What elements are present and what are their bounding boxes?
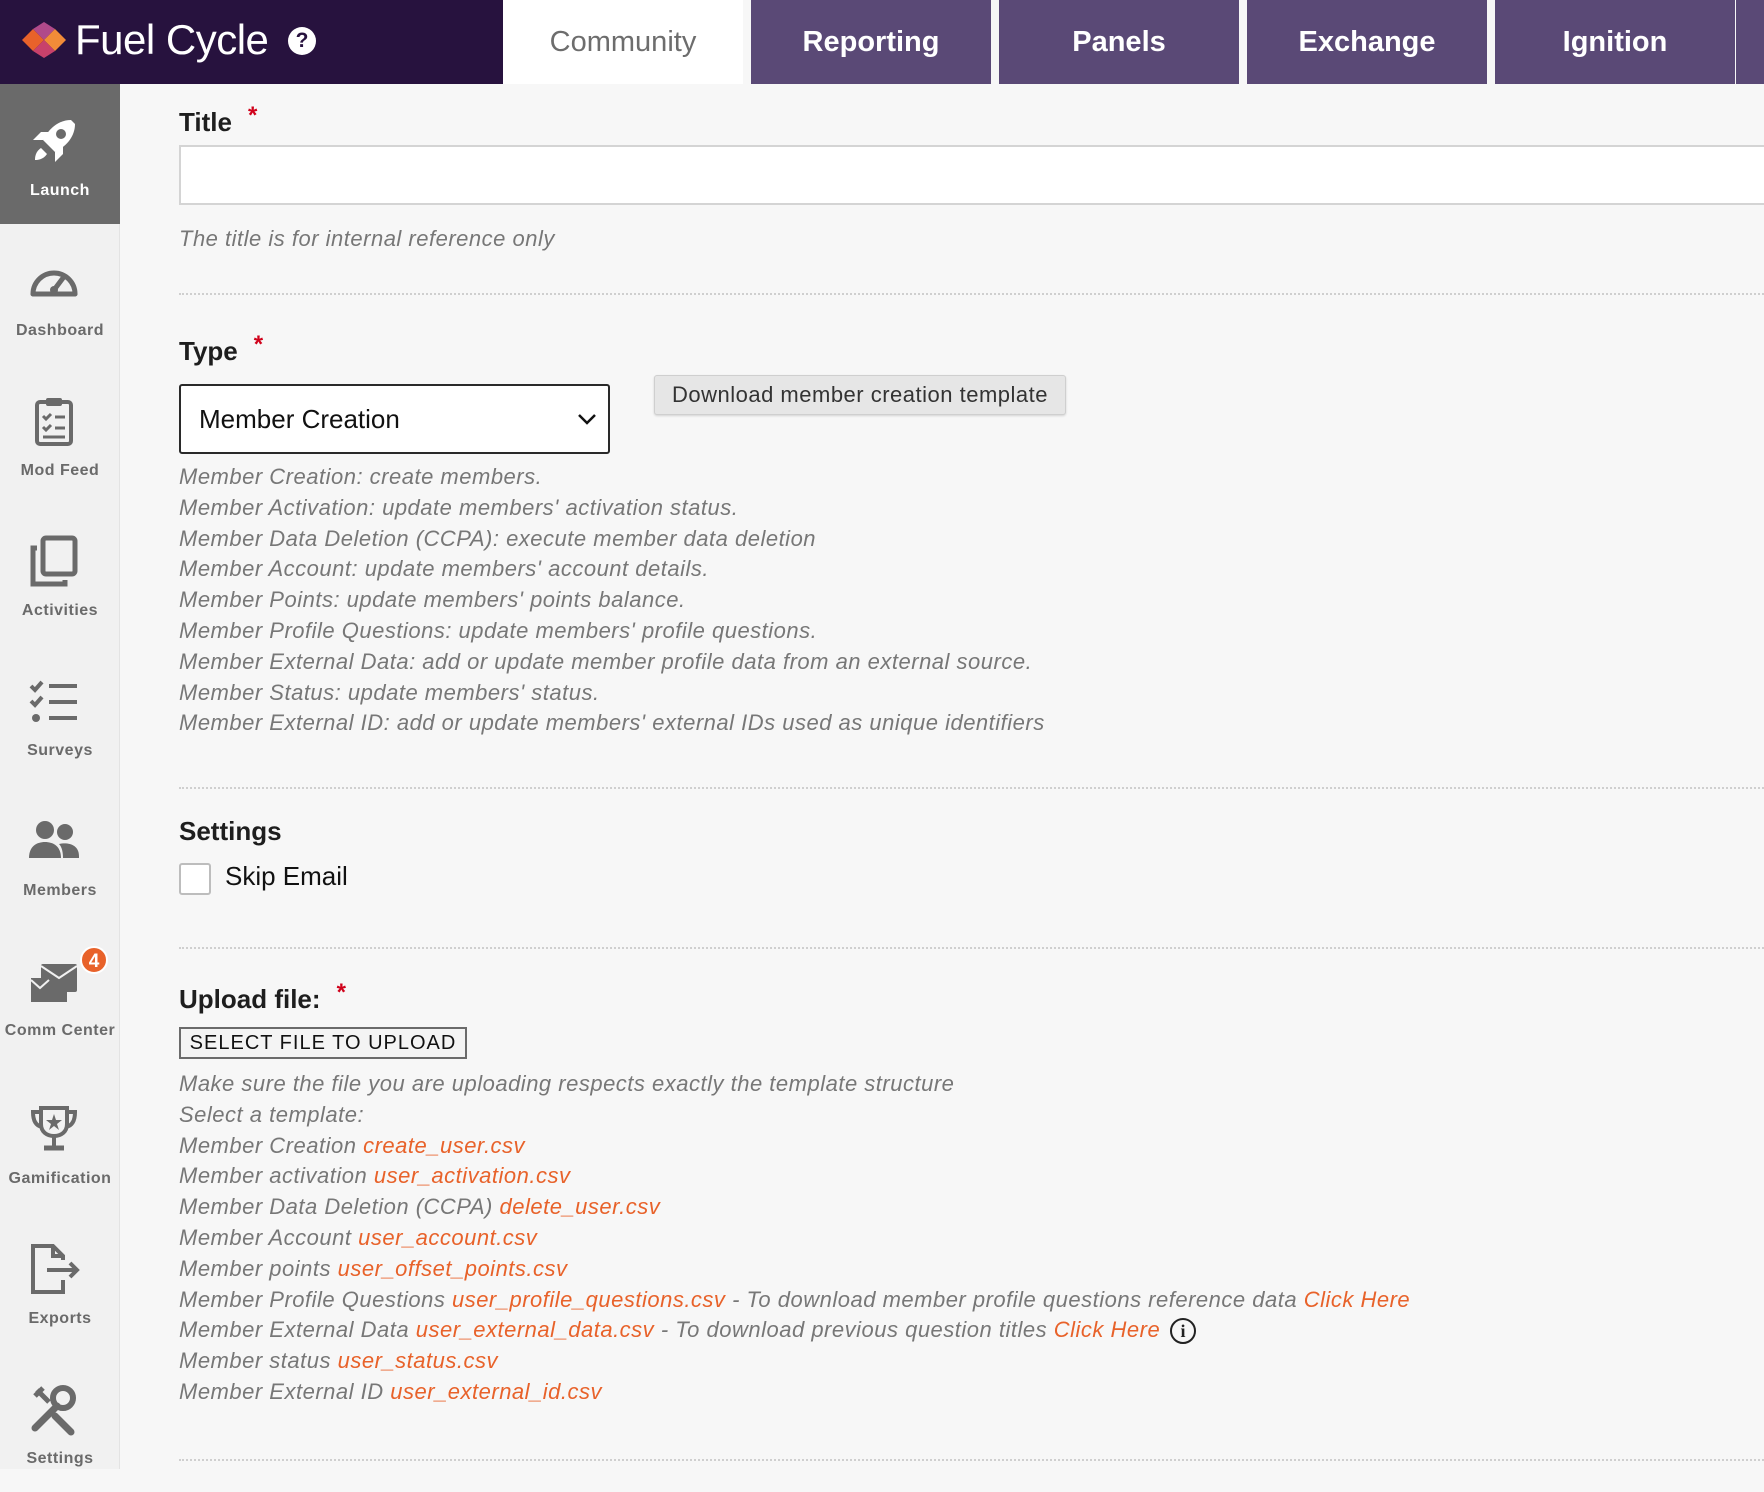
type-description: Member Profile Questions: update members' profile questions. <box>179 617 818 643</box>
sidebar-item-mod-feed[interactable] <box>0 364 120 504</box>
click-here-link[interactable]: Click Here <box>1303 1286 1411 1312</box>
tab-panels[interactable]: Panels <box>999 0 1239 84</box>
section-divider <box>179 1459 1764 1461</box>
template-row: Member External ID user_external_id.csv <box>179 1378 603 1404</box>
sidebar-item-comm-center[interactable] <box>0 924 120 1064</box>
settings-label: Settings <box>179 816 282 846</box>
type-description: Member Data Deletion (CCPA): execute member data deletion <box>179 525 817 551</box>
section-divider <box>179 787 1764 789</box>
sidebar-item-launch[interactable] <box>0 84 120 224</box>
template-link[interactable]: delete_user.csv <box>499 1194 661 1220</box>
title-input[interactable] <box>179 145 1764 205</box>
clipboard-icon <box>27 394 81 448</box>
top-navigation-bar <box>0 0 1764 84</box>
template-row: Member External Data user_external_data.csv - To download previous question titles Click Here i <box>179 1315 1410 1346</box>
template-link[interactable]: user_external_id.csv <box>390 1378 603 1404</box>
brand-area <box>0 0 503 84</box>
sidebar-item-settings[interactable] <box>0 1352 120 1492</box>
sidebar-label: Settings <box>26 1450 94 1467</box>
required-mark: * <box>336 979 346 1006</box>
mail-icon <box>27 954 81 1008</box>
rocket-icon <box>27 114 81 168</box>
template-link[interactable]: user_profile_questions.csv <box>451 1286 726 1312</box>
template-link[interactable]: user_offset_points.csv <box>337 1255 568 1281</box>
template-link[interactable]: create_user.csv <box>363 1132 526 1158</box>
type-description: Member External Data: add or update member profile data from an external source. <box>179 648 1033 674</box>
question-icon[interactable]: ? <box>288 27 316 55</box>
tools-icon <box>27 1382 81 1436</box>
tab-reporting[interactable]: Reporting <box>751 0 991 84</box>
skip-email-label[interactable]: Skip Email <box>225 861 348 891</box>
type-description: Member Activation: update members' activation status. <box>179 494 739 520</box>
required-mark: * <box>253 331 264 358</box>
tab-exchange[interactable]: Exchange <box>1247 0 1487 84</box>
sidebar-label: Members <box>23 882 97 899</box>
template-row: Member points user_offset_points.csv <box>179 1255 568 1281</box>
upload-hint: Make sure the file you are uploading respects exactly the template structure <box>179 1071 955 1096</box>
template-row: Member Profile Questions user_profile_questions.csv - To download member profile questions reference data Click Here <box>179 1286 1411 1312</box>
required-mark: * <box>247 102 258 129</box>
template-link[interactable]: user_activation.csv <box>373 1163 571 1189</box>
sidebar-label: Surveys <box>27 742 93 759</box>
type-description: Member Points: update members' points balance. <box>179 587 686 613</box>
section-divider <box>179 293 1764 295</box>
select-file-button[interactable]: SELECT FILE TO UPLOAD <box>179 1027 467 1059</box>
template-link[interactable]: user_status.csv <box>337 1348 498 1374</box>
sidebar-label: Activities <box>21 602 99 619</box>
export-icon <box>27 1242 81 1296</box>
import-form <box>149 84 1764 1469</box>
tab-community[interactable]: Community <box>503 0 743 84</box>
sidebar-label: Mod Feed <box>20 462 100 479</box>
template-row: Member Account user_account.csv <box>179 1224 538 1250</box>
type-select-value: Member Creation <box>199 404 400 434</box>
skip-email-checkbox[interactable] <box>179 863 211 895</box>
sidebar-item-gamification[interactable] <box>0 1072 120 1212</box>
trophy-icon <box>27 1102 81 1156</box>
sidebar-item-exports[interactable] <box>0 1212 120 1352</box>
template-list <box>179 1069 1410 1408</box>
sidebar <box>0 84 120 1469</box>
type-description: Member External ID: add or update members' external IDs used as unique identifiers <box>179 710 1045 736</box>
copy-icon <box>27 534 81 588</box>
fuel-cycle-logo-icon <box>22 22 66 58</box>
title-hint: The title is for internal reference only <box>179 226 555 251</box>
tab-ignition[interactable]: Ignition <box>1495 0 1735 84</box>
sidebar-label: Exports <box>28 1310 92 1327</box>
type-descriptions <box>179 462 1045 739</box>
sidebar-item-surveys[interactable] <box>0 644 120 784</box>
speedometer-icon <box>27 254 81 308</box>
sidebar-label: Launch <box>30 182 90 199</box>
template-row: Member status user_status.csv <box>179 1348 498 1374</box>
template-link[interactable]: user_external_data.csv <box>415 1317 655 1343</box>
sidebar-label: Dashboard <box>15 322 105 339</box>
chevron-down-icon <box>576 410 598 428</box>
checklist-icon <box>27 674 81 728</box>
type-description: Member Status: update members' status. <box>179 679 600 705</box>
upload-label: Upload file: * <box>179 979 346 1014</box>
title-label: Title * <box>179 102 258 137</box>
template-row: Member activation user_activation.csv <box>179 1163 571 1189</box>
section-divider <box>179 947 1764 949</box>
type-select[interactable] <box>179 384 610 454</box>
users-icon <box>27 814 81 868</box>
sidebar-item-dashboard[interactable] <box>0 224 120 364</box>
download-template-button[interactable]: Download member creation template <box>654 375 1066 415</box>
type-description: Member Creation: create members. <box>179 464 543 489</box>
template-link[interactable]: user_account.csv <box>358 1224 538 1250</box>
sidebar-label: Gamification <box>8 1170 112 1187</box>
sidebar-label: Comm Center <box>4 1022 116 1039</box>
sidebar-item-activities[interactable] <box>0 504 120 644</box>
tab-overflow[interactable] <box>1736 0 1764 84</box>
template-row: Member Data Deletion (CCPA) delete_user.csv <box>179 1194 661 1220</box>
template-row: Member Creation create_user.csv <box>179 1132 526 1158</box>
type-description: Member Account: update members' account details. <box>179 556 709 582</box>
brand-name[interactable]: Fuel Cycle <box>75 16 269 63</box>
select-template-label: Select a template: <box>179 1101 365 1127</box>
sidebar-item-members[interactable] <box>0 784 120 924</box>
click-here-link[interactable]: Click Here <box>1053 1317 1161 1343</box>
type-label: Type * <box>179 331 264 366</box>
info-icon[interactable]: i <box>1170 1318 1196 1344</box>
notification-badge: 4 <box>80 946 108 974</box>
